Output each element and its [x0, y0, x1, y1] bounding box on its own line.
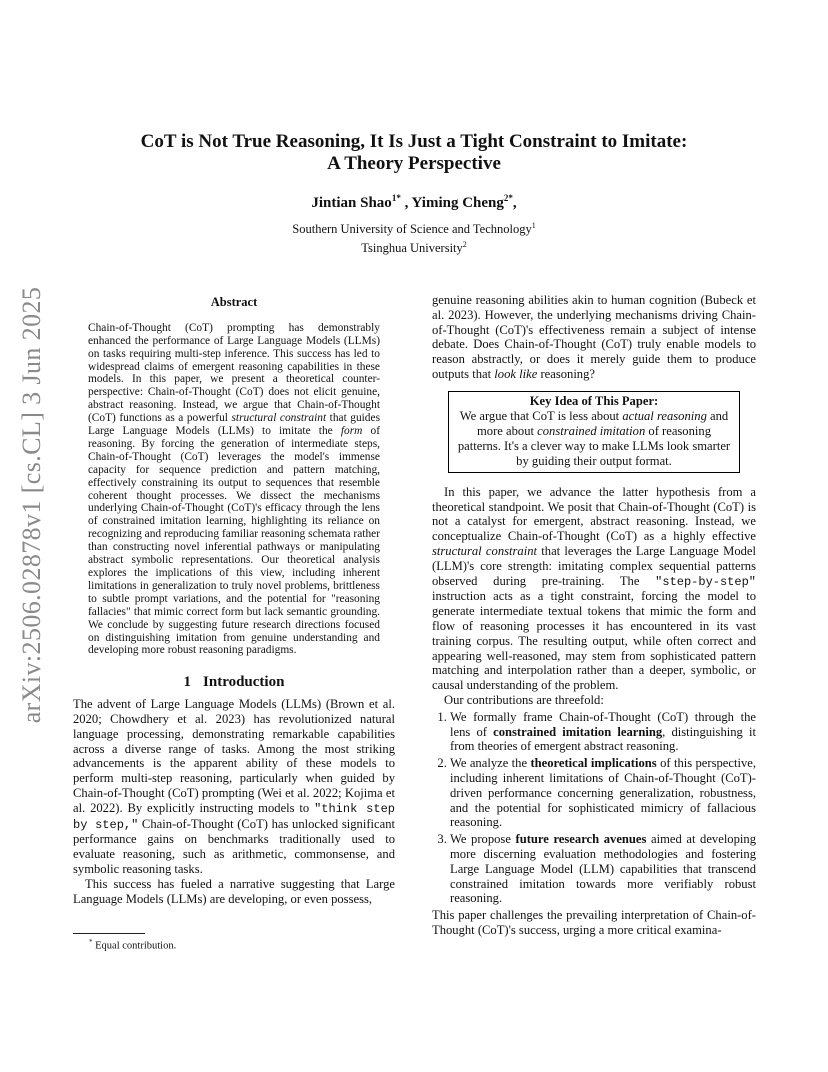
paragraph-text: The advent of Large Language Models (LLMs) (Brown et al. 2020; Chowdhery et al. 2023) has revolutionized natural language processing, demonstrating remarkable capabilities across a diverse range of tasks. Among the most striking advancements is the apparent ability of these models to perform multi-step reasoning, particularly when guided by Chain-of-Thought (CoT) prompting (Wei et al. 2022; Kojima et al. 2022). By explicitly instructing models to	[73, 697, 395, 815]
list-item-bold: constrained imitation learning	[493, 724, 663, 739]
list-item-text: We analyze the	[450, 756, 531, 771]
key-idea-segment: and more about	[477, 408, 729, 438]
key-idea-emphasis: actual reasoning	[622, 408, 707, 423]
abstract-heading: Abstract	[210, 295, 258, 309]
affiliation-name: Tsinghua University	[361, 241, 463, 256]
footnote-divider	[73, 933, 145, 934]
intro-paragraph-2: This success has fueled a narrative suggesting that Large Language Models (LLMs) are developing, or even possess,	[73, 876, 395, 906]
author-name: Jintian Shao	[311, 195, 392, 211]
abstract-emphasis: structural constraint	[231, 412, 327, 425]
arxiv-identifier-stamp	[14, 275, 50, 735]
list-item	[450, 710, 756, 754]
footnote-mark: *	[89, 938, 93, 946]
intro-paragraph-continued	[432, 293, 756, 382]
right-column	[432, 293, 756, 938]
key-idea-box	[448, 391, 740, 473]
list-item	[450, 756, 756, 830]
paragraph-text: that leverages the Large Language Model (LLM)'s core strength: imitating complex sequential patterns observed during pre-training. The	[432, 543, 757, 588]
list-item-text: of this perspective, including inherent limitations of Chain-of-Thought (CoT)-driven performance concerning generalization, robustness, and the potential for sophisticated mimicry of fallacious reasoning.	[450, 756, 757, 830]
abstract-text: of reasoning. By forcing the generation of intermediate steps, Chain-of-Thought (CoT) leverages the model's immense capacity for sequence prediction and pattern matching, effectively constraining its output to sequences that resemble coherent thought processes. We dissect the mechanisms underlying Chain-of-Thought (CoT)'s efficacy through the lens of constrained imitation learning, highlighting its reliance on recognizing and reproducing familiar reasoning schemata rather than constructing novel inferential pathways or manipulating abstract symbolic representations. Our theoretical analysis explores the implications of this view, including inherent limitations in generalization to truly novel problems, brittleness to subtle prompt variations, and the potential for "reasoning fallacies" that mimic correct form but lack semantic grounding. We conclude by suggesting future research directions focused on distinguishing imitation from genuine understanding and developing more robust reasoning paradigms.	[88, 425, 380, 657]
abstract-emphasis: form	[340, 425, 363, 438]
abstract-text: Chain-of-Thought (CoT) prompting has demonstrably enhanced the performance of Large Language Models (LLMs) on tasks requiring multi-step inference. This success has led to widespread claims of emergent reasoning capabilities in these models. In this paper, we present a theoretical counter-perspective: Chain-of-Thought (CoT) does not elicit genuine, abstract reasoning. Instead, we argue that Chain-of-Thought (CoT) functions as a powerful	[88, 321, 380, 425]
paragraph-text: genuine reasoning abilities akin to human cognition (Bubeck et al. 2023). However, the underlying mechanisms driving Chain-of-Thought (CoT)'s effectiveness remain a subject of intense debate. Does Chain-of-Thought (CoT) truly enable models to reason abstractly, or does it merely guide them to produce outputs that	[432, 293, 756, 381]
inline-code: "think step by step,"	[73, 801, 395, 832]
paragraph-emphasis: look like	[494, 366, 538, 381]
author-list: Jintian Shao$^{1*}$ , Yiming Cheng$^{2*}$,	[311, 193, 517, 211]
footnote	[89, 938, 176, 952]
abstract-text: that guides Large Language Models (LLMs) to imitate the	[88, 412, 380, 438]
paper-title-line-2: A Theory Perspective	[327, 153, 501, 174]
paragraph-text: Chain-of-Thought (CoT) has unlocked significant performance gains on benchmarks traditionally used to evaluate reasoning, such as arithmetic, commonsense, and symbolic reasoning tasks.	[73, 816, 395, 876]
author-superscript: 1*	[391, 193, 401, 203]
affiliation-superscript: 1	[531, 221, 536, 230]
paper-title-line-1: CoT is Not True Reasoning, It Is Just a Tight Constraint to Imitate:	[140, 131, 688, 152]
intro-paragraph-1	[73, 697, 395, 877]
left-column	[73, 295, 395, 906]
paragraph-text: reasoning?	[537, 366, 595, 381]
list-item-bold: future research avenues	[515, 832, 647, 847]
paragraph-text: instruction acts as a tight constraint, forcing the model to generate intermediate textual tokens that mimic the form and flow of reasoning processes it has encountered in its vast training corpus. The resulting output, while often correct and appearing well-reasoned, may stem from sophisticated pattern matching and interpolation rather than a deeper, symbolic, or causal understanding of the problem.	[432, 589, 756, 693]
arxiv-identifier-text: arXiv:2506.02878v1 [cs.CL] 3 Jun 2025	[17, 286, 46, 724]
abstract-body	[88, 322, 380, 658]
paragraph-text: In this paper, we advance the latter hypothesis from a theoretical standpoint. We posit that Chain-of-Thought (CoT) is not a catalyst for emergent, abstract reasoning. Instead, we conceptualize Chain-of-Thought (CoT) as a highly effective	[432, 484, 756, 544]
inline-code: "step-by-step"	[655, 574, 756, 589]
contributions-intro: Our contributions are threefold:	[444, 692, 604, 707]
list-item-text: aimed at developing more discerning evaluation methodologies and fostering Large Language Model (LLM) capabilities that transcend constrained imitation towards more verifiably robust reasoning.	[450, 832, 756, 906]
intro-paragraph-3	[432, 485, 756, 693]
section-title: Introduction	[203, 674, 285, 691]
paragraph-emphasis: structural constraint	[432, 543, 538, 558]
paper-title	[0, 131, 828, 175]
affiliation-list	[0, 218, 828, 256]
list-item-text: We formally frame Chain-of-Thought (CoT) through the lens of	[450, 709, 756, 739]
key-idea-segment: We argue that CoT is less about	[459, 408, 623, 423]
section-heading-introduction	[73, 675, 395, 690]
list-item-bold: theoretical implications	[530, 756, 657, 771]
intro-paragraph-5: This paper challenges the prevailing interpretation of Chain-of-Thought (CoT)'s success, urging a more critical examina-	[432, 908, 756, 937]
list-item	[450, 832, 756, 906]
key-idea-segment: of reasoning patterns. It's a clever way to make LLMs look smarter by guiding their output format.	[457, 423, 731, 468]
list-item-text: We propose	[450, 832, 516, 847]
key-idea-emphasis: constrained imitation	[537, 423, 646, 438]
affiliation-superscript: 2	[462, 240, 467, 250]
affiliation-name: Southern University of Science and Technology	[292, 222, 532, 237]
contributions-list	[432, 710, 756, 906]
key-idea-text	[455, 409, 733, 469]
footnote-text: Equal contribution.	[95, 940, 177, 952]
author-name: Yiming Cheng	[411, 195, 504, 211]
key-idea-heading: Key Idea of This Paper:	[529, 393, 659, 408]
author-superscript: 2*	[503, 193, 513, 203]
section-number: 1	[183, 674, 192, 691]
list-item-text: , distinguishing it from theories of emergent abstract reasoning.	[450, 724, 756, 754]
